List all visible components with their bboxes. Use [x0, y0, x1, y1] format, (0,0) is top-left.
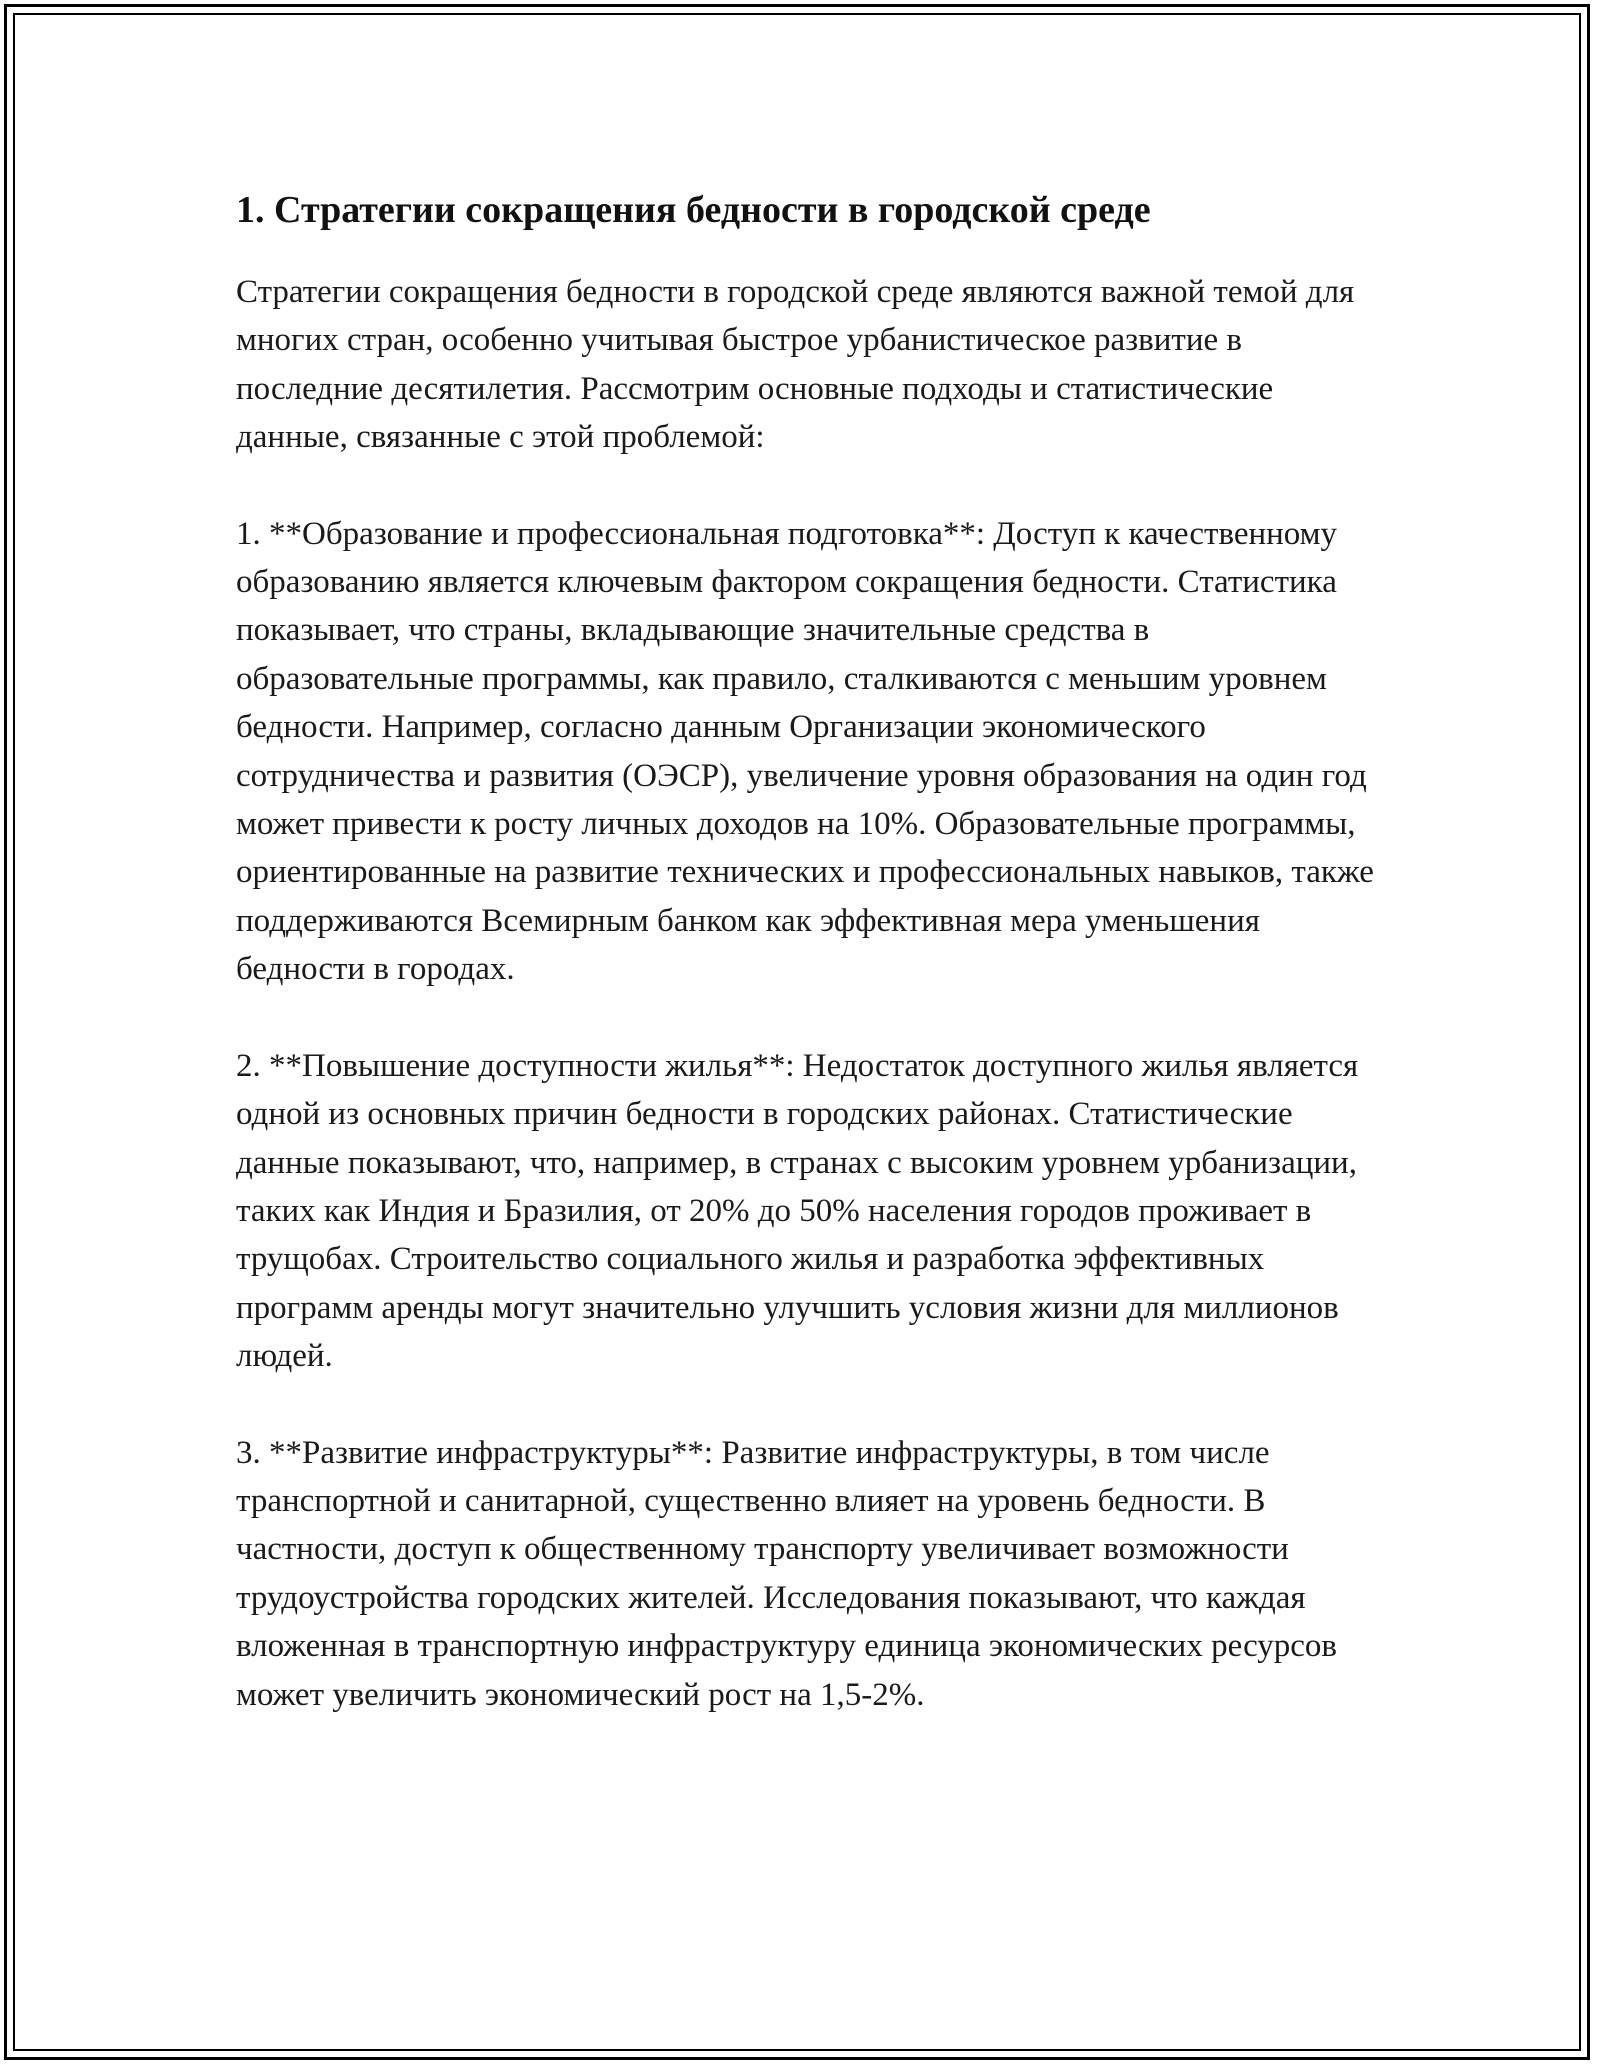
intro-paragraph: Стратегии сокращения бедности в городской среде являются важной темой для многих стран, особенно учитывая быстрое урбанистическое развитие в последние десятилетия. Рассмотрим основные подходы и статистические данные, связанные с этой проблемой:	[236, 274, 1355, 456]
document-body	[236, 186, 1376, 1767]
infrastructure-paragraph: 3. **Развитие инфраструктуры**: Развитие инфраструктуры, в том числе транспортной и санитарной, существенно влияет на уровень бедности. В частности, доступ к общественному транспорту увеличивает возможности трудоустройства городских жителей. Исследования показывают, что каждая вложенная в транспортную инфраструктуру единица экономических ресурсов может увеличить экономический рост на 1,5-2%.	[236, 1434, 1338, 1713]
education-paragraph: 1. **Образование и профессиональная подготовка**: Доступ к качественному образованию является ключевым фактором сокращения бедности. Статистика показывает, что страны, вкладывающие значительные средства в образовательные программы, как правило, сталкиваются с меньшим уровнем бедности. Например, согласно данным Организации экономического сотрудничества и развития (ОЭСР), увеличение уровня образования на один год может привести к росту личных доходов на 10%. Образовательные программы, ориентированные на развитие технических и профессиональных навыков, также поддерживаются Всемирным банком как эффективная мера уменьшения бедности в городах.	[236, 515, 1374, 988]
section-heading: 1. Стратегии сокращения бедности в городской среде	[236, 189, 1151, 231]
housing-paragraph: 2. **Повышение доступности жилья**: Недостаток доступного жилья является одной из основных причин бедности в городских районах. Статистические данные показывают, что, например, в странах с высоким уровнем урбанизации, таких как Индия и Бразилия, от 20% до 50% населения городов проживает в трущобах. Строительство социального жилья и разработка эффективных программ аренды могут значительно улучшить условия жизни для миллионов людей.	[236, 1047, 1359, 1375]
